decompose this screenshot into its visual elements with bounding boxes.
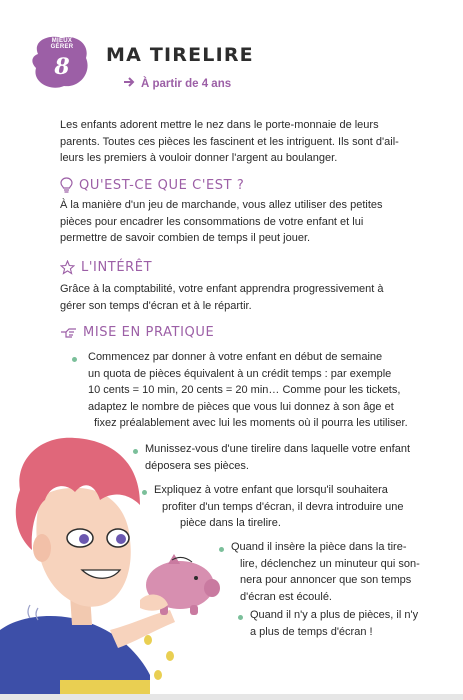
section-paragraph-what — [60, 197, 442, 247]
text-line: Expliquez à votre enfant que lorsqu'il souhaitera — [154, 484, 388, 496]
text-line: Quand il insère la pièce dans la tire- — [231, 541, 407, 553]
text-line: gérer son temps d'écran et à le répartir. — [60, 299, 252, 312]
intro-paragraph — [60, 117, 442, 167]
bullet-item — [88, 349, 442, 432]
pointing-hand-icon — [60, 326, 77, 339]
bottom-divider — [0, 694, 463, 700]
section-paragraph-interest — [60, 281, 442, 314]
text-line: fixez préalablement avec lui les moments où il pourra les utiliser. — [94, 417, 408, 429]
text-line: 10 cents = 10 min, 20 cents = 20 min… Comme pour les tickets, — [88, 384, 401, 396]
age-row — [124, 77, 231, 90]
badge-label: MIEUX GÉRER — [50, 38, 74, 50]
text-line: pièces pour encadrer les consommations de votre enfant et lui — [60, 215, 364, 228]
text-line: lire, déclenchez un minuteur qui son- — [240, 557, 420, 570]
text-line: permettre de savoir combien de temps il peut jouer. — [60, 232, 311, 244]
arrow-right-icon — [124, 77, 135, 90]
section-heading-interest: L'INTÉRÊT — [60, 260, 152, 275]
bullet-item — [231, 539, 442, 605]
text-line: nera pour annoncer que son temps — [240, 574, 412, 586]
section-heading-practice: MISE EN PRATIQUE — [60, 325, 214, 340]
badge-number: 8 — [54, 54, 70, 80]
text-line: a plus de temps d'écran ! — [250, 625, 373, 638]
text-line: profiter d'un temps d'écran, il devra introduire une — [162, 500, 404, 513]
text-line: parents. Toutes ces pièces les fascinent et les intriguent. Ils sont d'ail- — [60, 135, 399, 148]
text-line: pièce dans la tirelire. — [180, 517, 281, 529]
age-text: À partir de 4 ans — [141, 78, 232, 90]
text-line: d'écran est écoulé. — [240, 590, 332, 603]
page-title: MA TIRELIRE — [106, 44, 254, 66]
text-line: déposera ses pièces. — [145, 459, 249, 472]
text-line: adaptez le nombre de pièces que vous lui donnez à son âge et — [88, 400, 394, 413]
text-line: Commencez par donner à votre enfant en début de semaine — [88, 351, 383, 363]
text-line: À la manière d'un jeu de marchande, vous allez utiliser des petites — [60, 199, 383, 211]
text-line: Munissez-vous d'une tirelire dans laquelle votre enfant — [145, 443, 411, 455]
text-line: Quand il n'y a plus de pièces, il n'y — [250, 609, 419, 621]
lightbulb-icon — [60, 177, 73, 193]
star-icon — [60, 260, 75, 275]
text-line: Les enfants adorent mettre le nez dans le porte-monnaie de leurs — [60, 119, 379, 131]
text-line: leurs les premiers à vouloir donner l'argent au boulanger. — [60, 152, 338, 164]
text-line: Grâce à la comptabilité, votre enfant apprendra progressivement à — [60, 283, 384, 295]
bullet-dot — [238, 615, 243, 620]
child-piggy-bank-illustration — [0, 430, 230, 700]
bullet-dot — [72, 357, 77, 362]
text-line: un quota de pièces équivalent à un crédit temps : par exemple — [88, 367, 392, 380]
bullet-item — [250, 607, 442, 640]
section-heading-what: QU'EST-CE QUE C'EST ? — [60, 177, 244, 193]
